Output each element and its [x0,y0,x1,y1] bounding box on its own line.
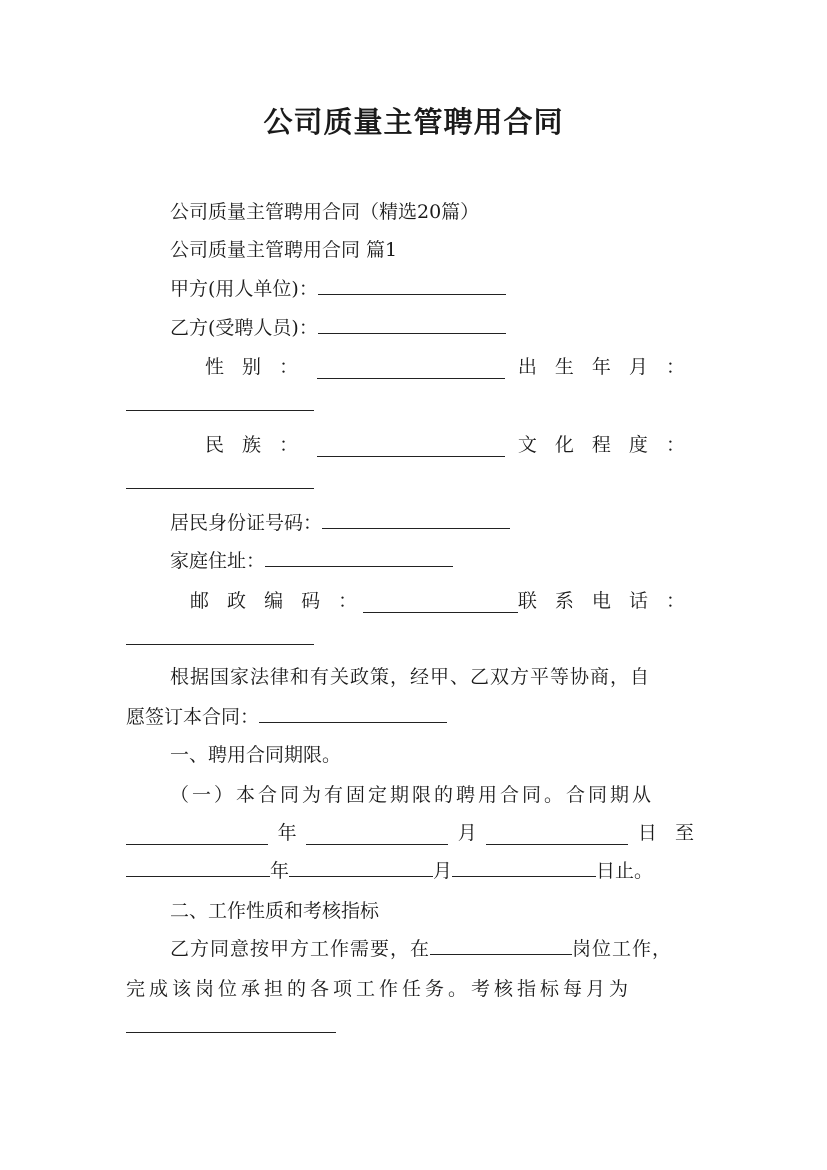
section-2-line-1 [170,937,672,961]
party-a-label: 甲方(用人单位)： [170,278,318,300]
id-line [170,511,510,535]
end-year-blank [126,859,270,877]
ethnicity-education-row [205,433,691,457]
sec2-text-b: 岗位工作， [572,938,673,960]
postcode-phone-row [190,589,691,613]
address-line [170,549,453,573]
section-1-heading: 一、聘用合同期限。 [170,744,342,766]
ethnicity-blank [317,439,505,457]
party-b-blank [318,316,506,334]
basis-line-1: 根据国家法律和有关政策，经甲、乙双方平等协商，自 [170,666,651,688]
page-title: 公司质量主管聘用合同 [263,105,564,139]
indicator-line [126,1015,336,1039]
ethnicity-label: 民 族 ： [205,434,305,456]
party-a-line [170,277,506,301]
postcode-blank [363,595,518,613]
end-month-label: 月 [433,860,453,882]
basis-label: 愿签订本合同： [126,706,260,728]
phone-blank [126,627,314,645]
post-blank [430,937,572,955]
birth-label: 出 生 年 月 ： [517,356,691,378]
party-a-blank [318,277,506,295]
education-blank [126,471,314,489]
end-day-blank [452,859,596,877]
address-label: 家庭住址： [170,550,266,572]
subtitle: 公司质量主管聘用合同（精选20篇） [170,201,480,223]
start-year-label: 年 [277,822,297,844]
term-start-row [126,821,700,845]
start-month-blank [306,827,448,845]
start-month-label: 月 [457,822,477,844]
basis-line-2 [126,705,447,729]
section-2-heading: 二、工作性质和考核指标 [170,900,380,922]
phone-label: 联 系 电 话 ： [517,590,691,612]
start-day-label: 日 至 [637,822,700,844]
id-blank [322,511,510,529]
indicator-blank [126,1015,336,1033]
end-month-blank [289,859,433,877]
piece-heading: 公司质量主管聘用合同 篇1 [170,239,398,261]
start-year-blank [126,827,268,845]
end-day-label: 日止。 [596,860,654,882]
start-day-blank [486,827,628,845]
id-label: 居民身份证号码： [170,512,323,534]
sec2-text-a: 乙方同意按甲方工作需要，在 [170,938,431,960]
basis-blank [259,705,447,723]
end-year-label: 年 [270,860,290,882]
phone-line [126,627,314,651]
birth-blank [126,393,314,411]
party-b-label: 乙方(受聘人员)： [170,317,318,339]
section-1-paragraph: （一）本合同为有固定期限的聘用合同。合同期从 [170,784,655,806]
party-b-line [170,316,506,340]
postcode-label: 邮 政 编 码 ： [190,590,364,612]
term-end-row [126,859,653,883]
address-blank [265,549,453,567]
gender-birth-row [205,355,691,379]
gender-label: 性 别 ： [205,356,305,378]
section-2-line-2: 完成该岗位承担的各项工作任务。考核指标每月为 [126,978,633,1000]
gender-blank [317,361,505,379]
birth-line [126,393,314,417]
education-line [126,471,314,495]
education-label: 文 化 程 度 ： [517,434,691,456]
